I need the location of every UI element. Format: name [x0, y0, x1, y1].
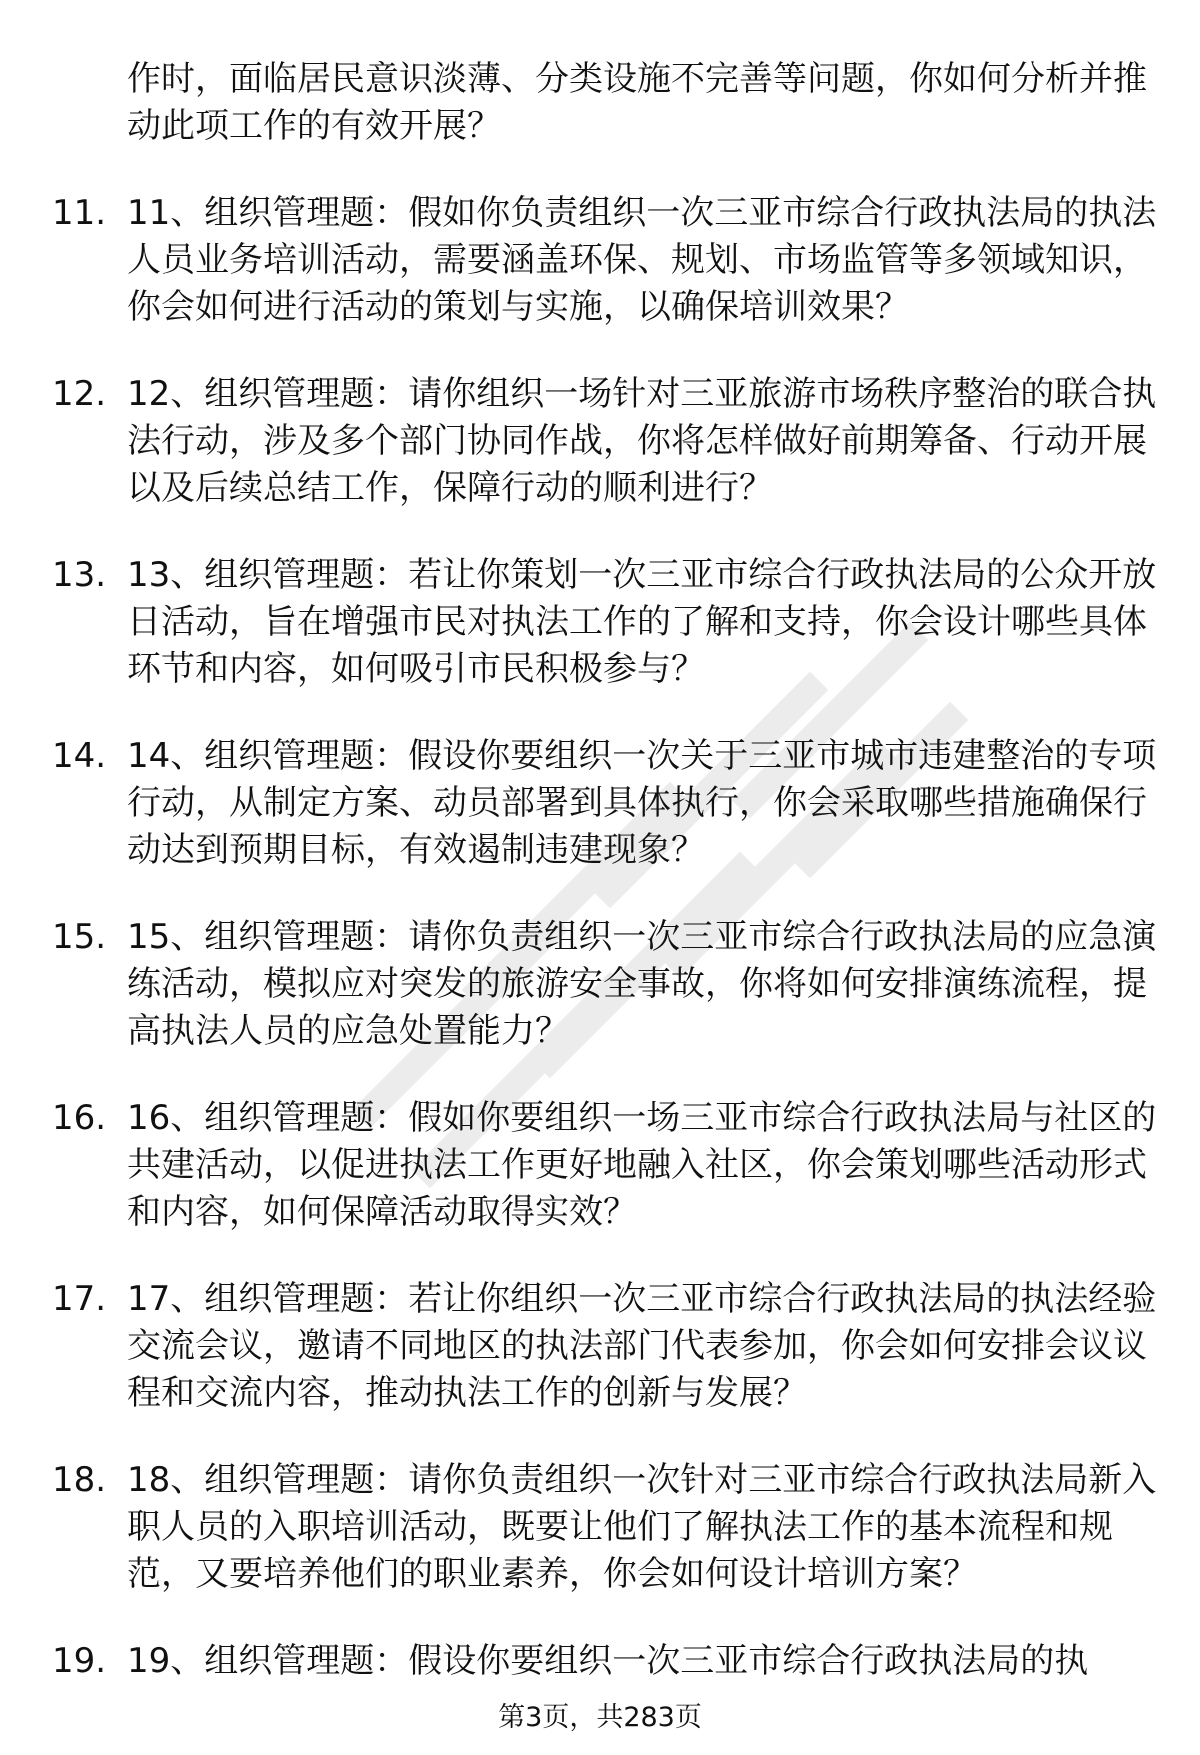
question-text: 13、组织管理题：若让你策划一次三亚市综合行政执法局的公众开放日活动，旨在增强市民对执法工作的了解和支持，你会设计哪些具体环节和内容，如何吸引市民积极参与？: [127, 555, 1157, 689]
question-text: 17、组织管理题：若让你组织一次三亚市综合行政执法局的执法经验交流会议，邀请不同地区的执法部门代表参加，你会如何安排会议议程和交流内容，推动执法工作的创新与发展？: [127, 1279, 1157, 1413]
question-item-18: [52, 1457, 1162, 1598]
question-continuation: [52, 56, 1162, 150]
question-text: 11、组织管理题：假如你负责组织一次三亚市综合行政执法局的执法人员业务培训活动，需要涵盖环保、规划、市场监管等多领域知识，你会如何进行活动的策划与实施，以确保培训效果？: [127, 193, 1157, 327]
question-number: 11.: [52, 193, 107, 233]
question-number: 19.: [52, 1641, 107, 1681]
question-text: 14、组织管理题：假设你要组织一次关于三亚市城市违建整治的专项行动，从制定方案、动员部署到具体执行，你会采取哪些措施确保行动达到预期目标，有效遏制违建现象？: [127, 736, 1157, 870]
question-item-15: [52, 914, 1162, 1055]
page-number-label: 第3页，共283页: [498, 1702, 702, 1733]
question-text: 16、组织管理题：假如你要组织一场三亚市综合行政执法局与社区的共建活动，以促进执法工作更好地融入社区，你会策划哪些活动形式和内容，如何保障活动取得实效？: [127, 1098, 1157, 1232]
question-item-11: [52, 190, 1162, 331]
question-text: 18、组织管理题：请你负责组织一次针对三亚市综合行政执法局新入职人员的入职培训活动，既要让他们了解执法工作的基本流程和规范，又要培养他们的职业素养，你会如何设计培训方案？: [127, 1460, 1157, 1594]
question-text: 15、组织管理题：请你负责组织一次三亚市综合行政执法局的应急演练活动，模拟应对突发的旅游安全事故，你将如何安排演练流程，提高执法人员的应急处置能力？: [127, 917, 1157, 1051]
question-number: 18.: [52, 1460, 107, 1500]
question-number: 15.: [52, 917, 107, 957]
question-item-16: [52, 1095, 1162, 1236]
question-number: 16.: [52, 1098, 107, 1138]
question-number: 13.: [52, 555, 107, 595]
question-list: [52, 56, 1162, 1725]
question-number: 17.: [52, 1279, 107, 1319]
question-item-17: [52, 1276, 1162, 1417]
page-footer: [0, 1700, 1200, 1736]
question-text: 19、组织管理题：假设你要组织一次三亚市综合行政执法局的执: [127, 1641, 1089, 1681]
question-continuation-text: 作时，面临居民意识淡薄、分类设施不完善等问题，你如何分析并推动此项工作的有效开展？: [127, 59, 1147, 146]
question-item-13: [52, 552, 1162, 693]
question-text: 12、组织管理题：请你组织一场针对三亚旅游市场秩序整治的联合执法行动，涉及多个部门协同作战，你将怎样做好前期筹备、行动开展以及后续总结工作，保障行动的顺利进行？: [127, 374, 1157, 508]
question-item-19: [52, 1638, 1162, 1685]
question-number: 12.: [52, 374, 107, 414]
question-number: 14.: [52, 736, 107, 776]
question-item-14: [52, 733, 1162, 874]
question-item-12: [52, 371, 1162, 512]
